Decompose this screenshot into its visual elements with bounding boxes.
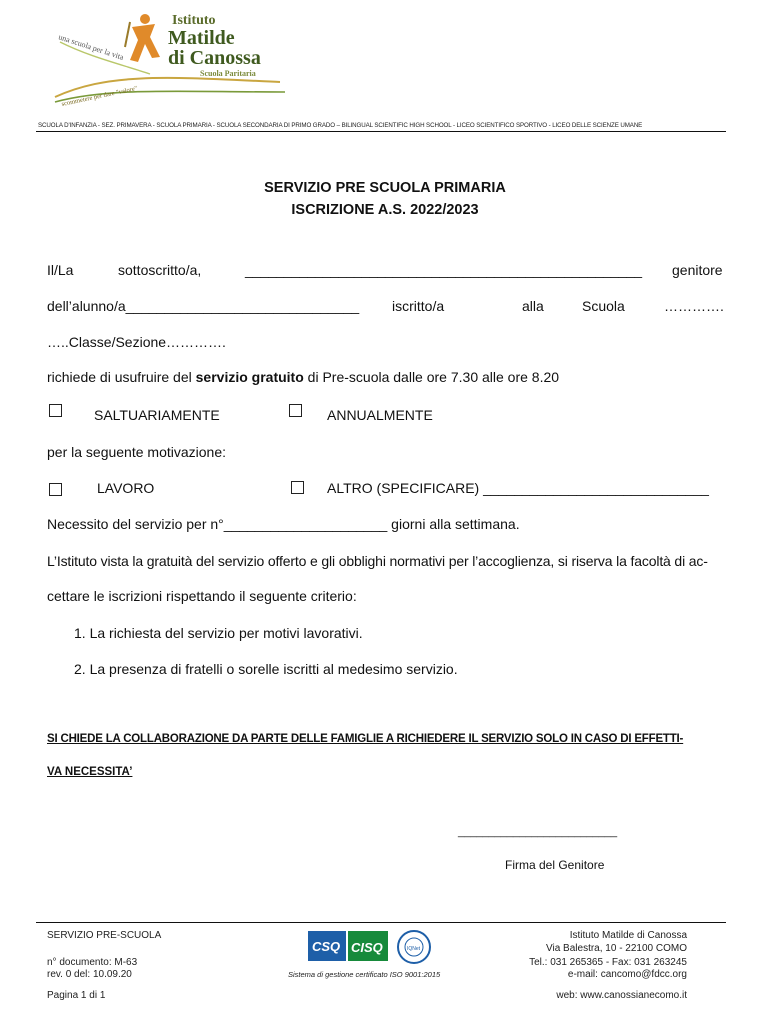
school-field[interactable]: …………. bbox=[664, 298, 724, 314]
iqnet-logo: IQNet bbox=[407, 946, 421, 952]
criteria-item-1: 1. La richiesta del servizio per motivi lavorativi. bbox=[74, 625, 363, 641]
row1-il-la: Il/La bbox=[47, 262, 74, 278]
footer-doc-number: n° documento: M-63 bbox=[47, 957, 138, 968]
days-per-week-field[interactable]: Necessito del servizio per n°_____________________ giorni alla settimana. bbox=[47, 516, 520, 532]
logo-graphic bbox=[50, 2, 290, 120]
criteria-item-2: 2. La presenza di fratelli o sorelle iscritti al medesimo servizio. bbox=[74, 661, 458, 677]
school-logo bbox=[50, 2, 290, 120]
row2-iscritto: iscritto/a bbox=[392, 298, 445, 314]
altro-label[interactable]: ALTRO (SPECIFICARE) _____________________________ bbox=[327, 480, 709, 496]
certification-logos bbox=[308, 929, 436, 967]
saltuariamente-checkbox[interactable] bbox=[49, 404, 62, 417]
motivation-label: per la seguente motivazione: bbox=[47, 444, 226, 460]
student-name-field[interactable]: dell’alunno/a______________________________ bbox=[47, 298, 360, 314]
header-divider bbox=[36, 131, 726, 132]
row2-alla: alla bbox=[522, 298, 544, 314]
criteria-paragraph-line1: L’Istituto vista la gratuità del servizio offerto e gli obblighi normativi per l’accoglienza, si riserva la facoltà di ac- bbox=[47, 553, 708, 569]
footer-divider bbox=[36, 922, 726, 923]
row2-scuola: Scuola bbox=[582, 298, 625, 314]
request-text: richiede di usufruire del servizio gratuito di Pre-scuola dalle ore 7.30 alle ore 8.20 bbox=[47, 369, 560, 385]
logo-name-2: di Canossa bbox=[168, 47, 261, 69]
logo-subtitle: Scuola Paritaria bbox=[200, 69, 256, 78]
notice-line1: SI CHIEDE LA COLLABORAZIONE DA PARTE DELLE FAMIGLIE A RICHIEDERE IL SERVIZIO SOLO IN CASO DI EFFETTI- bbox=[47, 733, 684, 745]
cisq-logo: CISQ bbox=[351, 940, 383, 955]
title-line-1: SERVIZIO PRE SCUOLA PRIMARIA bbox=[264, 180, 506, 196]
signature-label: Firma del Genitore bbox=[505, 858, 605, 872]
footer-web[interactable]: web: www.canossianecomo.it bbox=[556, 990, 687, 1001]
footer-page: Pagina 1 di 1 bbox=[47, 990, 106, 1001]
annualmente-label: ANNUALMENTE bbox=[327, 407, 433, 423]
footer-email[interactable]: e-mail: cancomo@fdcc.org bbox=[567, 969, 687, 980]
notice-line2: VA NECESSITA’ bbox=[47, 766, 133, 778]
row1-sottoscritto: sottoscritto/a, bbox=[118, 262, 202, 278]
motto-top: una scuola per la vita bbox=[57, 32, 125, 62]
motto-bottom: scommetere per dare "valore" bbox=[60, 85, 139, 108]
saltuariamente-label: SALTUARIAMENTE bbox=[94, 407, 220, 423]
annualmente-checkbox[interactable] bbox=[289, 404, 302, 417]
signature-line[interactable]: __________________________ bbox=[458, 826, 618, 838]
parent-name-field[interactable]: ___________________________________________________ bbox=[245, 262, 643, 278]
class-section-field[interactable]: …..Classe/Sezione…………. bbox=[47, 334, 226, 350]
row1-genitore: genitore bbox=[672, 262, 723, 278]
footer-cert-text: Sistema di gestione certificato ISO 9001:2015 bbox=[288, 970, 441, 979]
footer-revision: rev. 0 del: 10.09.20 bbox=[47, 969, 132, 980]
footer-inst-name: Istituto Matilde di Canossa bbox=[569, 930, 687, 941]
csq-logo: CSQ bbox=[312, 939, 341, 954]
footer-service: SERVIZIO PRE-SCUOLA bbox=[47, 930, 162, 941]
logo-name-1: Matilde bbox=[168, 27, 235, 49]
criteria-paragraph-line2: cettare le iscrizioni rispettando il seguente criterio: bbox=[47, 588, 357, 604]
lavoro-label: LAVORO bbox=[97, 480, 155, 496]
lavoro-checkbox[interactable] bbox=[49, 483, 62, 496]
schools-list: SCUOLA D'INFANZIA - SEZ. PRIMAVERA - SCUOLA PRIMARIA - SCUOLA SECONDARIA DI PRIMO GRADO – BILINGUAL SCIENTIFIC HIGH SCHOOL - LICEO SCIENTIFICO SPORTIVO - LICEO DELLE SCIENZE UMANE bbox=[38, 122, 643, 129]
title-line-2: ISCRIZIONE A.S. 2022/2023 bbox=[291, 202, 479, 218]
logo-istituto: Istituto bbox=[172, 13, 216, 28]
footer-address: Via Balestra, 10 - 22100 COMO bbox=[546, 943, 687, 954]
footer-phone: Tel.: 031 265365 - Fax: 031 263245 bbox=[529, 957, 687, 968]
altro-checkbox[interactable] bbox=[291, 481, 304, 494]
